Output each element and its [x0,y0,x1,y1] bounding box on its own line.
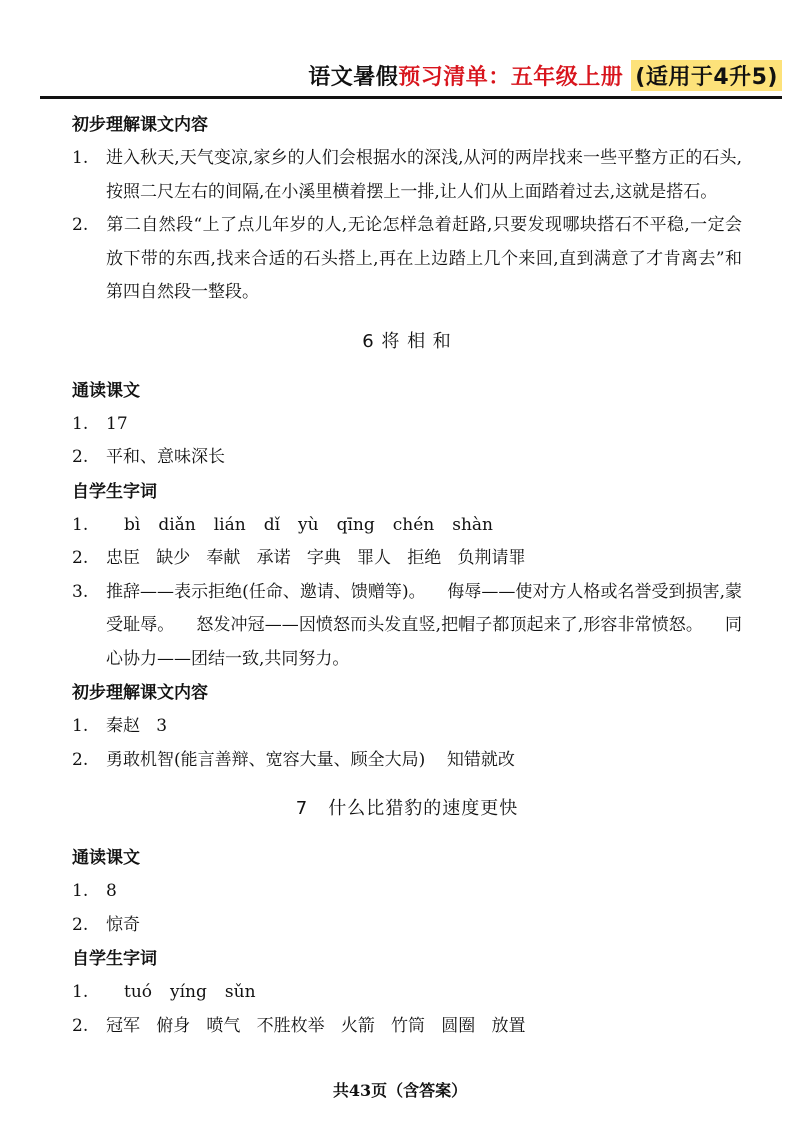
pinyin-answer: 1. tuó yíng sǔn [72,982,256,1002]
header-title-main: 预习清单：五年级上册 [398,64,624,90]
page-footer: 共43页（含答案） [332,1081,468,1100]
header-title-prefix: 语文暑假 [308,64,399,90]
header-rule [40,96,782,99]
section-heading: 通读课文 [72,848,140,868]
answer-item: 2. 惊奇 [72,914,140,935]
page-content [72,108,742,1043]
pinyin-answer: 1. bì diǎn lián dǐ yù qīng chén shàn [72,514,493,535]
answer-item: 1. 进入秋天,天气变凉,家乡的人们会根据水的深浅,从河的两岸找来一些平整方正的石头,按照二尺左右的间隔,在小溪里横着摆上一排,让人们从上面踏着过去,这就是搭石。 [72,148,742,202]
header-grade-note: (适用于4升5) [631,60,782,91]
answer-item: 2. 勇敢机智(能言善辩、宽容大量、顾全大局) 知错就改 [72,749,515,770]
answer-item: 2. 冠军 俯身 喷气 不胜枚举 火箭 竹筒 圆圈 放置 [72,1015,526,1036]
answer-item: 2. 平和、意味深长 [72,447,225,467]
page-header [40,56,782,94]
answer-item: 2. 第二自然段“上了点儿年岁的人,无论怎样急着赶路,只要发现哪块搭石不平稳,一定会放下带的东西,找来合适的石头搭上,再在上边踏上几个来回,直到满意了才肯离去”和第四自然段一整段。 [72,215,742,302]
answer-item: 3. 推辞——表示拒绝(任命、邀请、馈赠等)。 侮辱——使对方人格或名誉受到损害,蒙受耻辱。 怒发冲冠——因愤怒而头发直竖,把帽子都顶起来了,形容非常愤怒。 同心协力——团结一致,共同努力。 [72,581,742,669]
answer-item: 2. 忠臣 缺少 奉献 承诺 字典 罪人 拒绝 负荆请罪 [72,548,526,568]
lesson-title: 6 将 相 和 [362,330,452,352]
section-heading: 初步理解课文内容 [72,115,208,135]
answer-item: 1. 17 [72,413,128,434]
section-heading: 通读课文 [72,380,140,401]
section-heading: 自学生字词 [72,481,157,502]
lesson-title: 7 什么比猎豹的速度更快 [295,798,519,819]
section-heading: 自学生字词 [72,949,157,969]
answer-item: 1. 8 [72,881,117,901]
section-heading: 初步理解课文内容 [72,683,208,703]
answer-item: 1. 秦赵 3 [72,716,168,736]
